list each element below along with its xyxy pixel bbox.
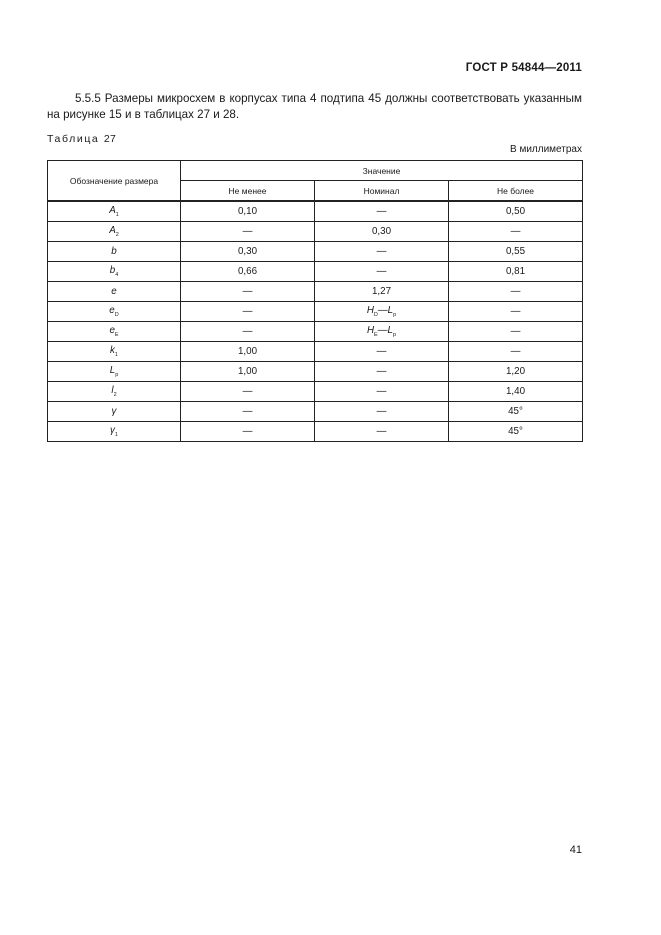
formula-subscript: E (374, 332, 378, 338)
cell-designation (48, 422, 181, 442)
table-row (48, 402, 583, 422)
cell-nominal: — (315, 201, 449, 222)
dimensions-table (47, 160, 583, 442)
symbol-subscript: 2 (113, 392, 117, 398)
formula-subscript: D (373, 312, 378, 318)
cell-min: — (181, 402, 315, 422)
cell-min: — (181, 282, 315, 302)
cell-nominal: — (315, 422, 449, 442)
page-number: 41 (569, 844, 582, 856)
table-row (48, 382, 583, 402)
cell-min: 0,10 (181, 201, 315, 222)
cell-min: — (181, 382, 315, 402)
cell-nominal: — (315, 242, 449, 262)
cell-min: — (181, 322, 315, 342)
cell-designation (48, 282, 181, 302)
cell-min: — (181, 302, 315, 322)
table-row (48, 222, 583, 242)
formula-dash: — (377, 305, 388, 316)
symbol: b (109, 265, 116, 276)
cell-max: 1,40 (449, 382, 583, 402)
table-header-row (48, 161, 583, 181)
cell-designation (48, 382, 181, 402)
header-min: Не менее (181, 181, 315, 202)
formula-dash: — (377, 325, 388, 336)
symbol: e (109, 325, 115, 336)
cell-max: 0,50 (449, 201, 583, 222)
table-row (48, 282, 583, 302)
cell-nominal: — (315, 382, 449, 402)
cell-min: 0,30 (181, 242, 315, 262)
symbol-subscript: 1 (114, 352, 118, 358)
cell-max: 0,81 (449, 262, 583, 282)
cell-max: 45° (449, 422, 583, 442)
cell-max: 45° (449, 402, 583, 422)
table-row (48, 422, 583, 442)
symbol: γ (111, 406, 117, 417)
table-row (48, 262, 583, 282)
table-row (48, 302, 583, 322)
cell-nominal (315, 322, 449, 342)
cell-max: — (449, 342, 583, 362)
table-row (48, 342, 583, 362)
cell-min: 1,00 (181, 362, 315, 382)
header-nominal: Номинал (315, 181, 449, 202)
cell-designation (48, 201, 181, 222)
cell-nominal (315, 302, 449, 322)
cell-nominal: 1,27 (315, 282, 449, 302)
cell-designation (48, 402, 181, 422)
cell-nominal: — (315, 362, 449, 382)
cell-designation (48, 342, 181, 362)
symbol: γ (110, 425, 115, 436)
formula-symbol: L (387, 325, 393, 336)
cell-min: — (181, 422, 315, 442)
formula-subscript: p (392, 332, 397, 338)
cell-designation (48, 262, 181, 282)
table-body (48, 201, 583, 442)
cell-designation (48, 362, 181, 382)
table-row (48, 322, 583, 342)
cell-max: — (449, 322, 583, 342)
symbol: b (111, 246, 117, 257)
table-caption (47, 133, 116, 145)
cell-min: 1,00 (181, 342, 315, 362)
table-row (48, 362, 583, 382)
table-caption-word: Таблица (47, 133, 100, 145)
cell-designation (48, 222, 181, 242)
cell-max: 0,55 (449, 242, 583, 262)
formula-symbol: H (366, 325, 375, 336)
units-note: В миллиметрах (510, 144, 582, 155)
symbol: L (109, 365, 116, 376)
table-caption-number: 27 (103, 133, 117, 145)
cell-max: — (449, 282, 583, 302)
header-designation: Обозначение размера (48, 161, 181, 202)
symbol: e (111, 286, 117, 297)
cell-designation (48, 242, 181, 262)
symbol: A (109, 225, 116, 236)
table-head (48, 161, 583, 202)
cell-max: — (449, 302, 583, 322)
symbol: k (110, 345, 115, 356)
cell-nominal: — (315, 342, 449, 362)
document-id-header: ГОСТ Р 54844—2011 (465, 62, 582, 74)
cell-min: — (181, 222, 315, 242)
symbol-subscript: E (114, 332, 119, 338)
symbol-subscript: D (114, 312, 119, 318)
cell-nominal: 0,30 (315, 222, 449, 242)
header-value-group: Значение (181, 161, 583, 181)
symbol-subscript: 4 (115, 272, 119, 278)
symbol-subscript: 1 (115, 212, 119, 218)
formula-subscript: p (393, 312, 397, 318)
table-row (48, 201, 583, 222)
cell-min: 0,66 (181, 262, 315, 282)
symbol: A (109, 205, 116, 216)
cell-nominal: — (315, 402, 449, 422)
cell-designation (48, 322, 181, 342)
symbol: l (111, 385, 114, 396)
formula-symbol: L (387, 305, 394, 316)
symbol-subscript: 2 (115, 232, 119, 238)
section-paragraph: 5.5.5 Размеры микросхем в корпусах типа 4 подтипа 45 должны соответствовать указанным на рисунке 15 и в таблицах 27 и 28. (47, 92, 582, 121)
table-row (48, 242, 583, 262)
cell-designation (48, 302, 181, 322)
formula-symbol: H (366, 305, 374, 316)
cell-nominal: — (315, 262, 449, 282)
symbol-subscript: 1 (114, 432, 118, 438)
cell-max: 1,20 (449, 362, 583, 382)
header-max: Не более (449, 181, 583, 202)
cell-max: — (449, 222, 583, 242)
symbol: e (109, 305, 115, 316)
symbol-subscript: p (115, 372, 119, 378)
